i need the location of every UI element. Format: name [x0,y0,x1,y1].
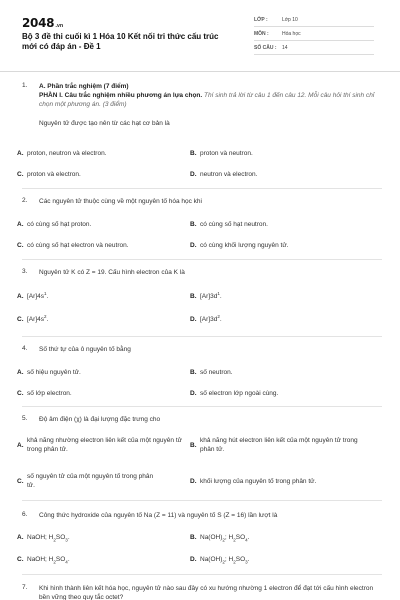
option-text: có cùng số hạt electron và neutron. [27,242,129,249]
option-text: khối lượng của nguyên tố trong phân tử. [200,478,317,485]
option-text: $[Ar]3d^1$. [200,290,222,300]
option-text: khả năng hút electron liên kết của một nguyên tử trong phân tử. [200,437,358,453]
option-text: có cùng khối lượng nguyên tử. [200,242,289,249]
info-value: Hóa học [282,31,301,37]
question-number: 1. [22,82,28,89]
option-text: $[Ar]4s^1$. [27,290,49,300]
option-text: $[Ar]3d^2$. [200,313,222,323]
option-text: neutron và electron. [200,171,258,178]
document-title: Bộ 3 đề thi cuối kì 1 Hóa 10 Kết nối tri thức cấu trúc mới có đáp án - Đề 1 [22,32,219,51]
question-divider [22,188,382,189]
info-value: 14 [282,45,288,51]
option-text: proton và neutron. [200,150,253,157]
question-number: 6. [22,511,28,518]
option-text: proton và electron. [27,171,81,178]
question-text: Nguyên tử K có Z = 19. Cấu hình electron của K là [39,269,185,276]
option-text: $[Ar]4s^2$. [27,313,49,323]
question-number: 4. [22,345,28,352]
part-instructions: Thí sinh trả lời từ câu 1 đến câu 12. Mỗi câu hỏi thí sinh chỉ chọn một phương án. (3 điểm) [39,92,375,108]
option-text: số neutron. [200,369,233,376]
question-number: 5. [22,415,28,422]
question-divider [22,336,382,337]
document-header [0,0,400,72]
option-text: NaOH; $H_2SO_3$. [27,534,70,543]
question-text: Các nguyên tử thuộc cùng về một nguyên tố hóa học khi [39,198,202,205]
question-text: Độ âm điện (χ) là đại lượng đặc trưng cho [39,416,161,423]
question-divider [22,259,382,260]
question-text: Khi hình thành liên kết hóa học, nguyên tử nào sau đây có xu hướng nhường 1 electron để đạt tới cấu hình electron bền vững theo quy tắc octet? [39,585,374,600]
info-key: MÔN : [254,31,269,37]
option-text: khả năng nhường electron liên kết của một nguyên tử trong phân tử. [27,437,182,453]
site-logo[interactable] [22,16,63,30]
option-text: số hiệu nguyên tử. [27,369,81,376]
option-text: NaOH; $H_2SO_4$. [27,556,70,565]
question-divider [22,574,382,575]
question-number: 7. [22,584,28,591]
option-text: proton, neutron và electron. [27,150,107,157]
option-text: số nguyên tử của một nguyên tố trong phân tử. [27,473,154,489]
logo-main: 2048 [22,16,55,30]
question-text: Nguyên tử được tạo nên từ các hạt cơ bản là [39,120,170,127]
question-body [39,82,379,128]
question-divider [22,500,382,501]
section-title: A. Phần trắc nghiệm (7 điểm) [39,83,129,90]
logo-suffix: .vn [55,23,64,29]
question-text: Công thức hydroxide của nguyên tố Na (Z = 11) và nguyên tố S (Z = 16) lần lượt là [39,512,278,519]
info-divider [254,26,374,27]
part-title: PHẦN I. Câu trắc nghiệm nhiều phương án lựa chọn. [39,92,203,99]
question-text: Số thứ tự của ô nguyên tố bằng [39,346,131,353]
question-divider [22,406,382,407]
question-number: 2. [22,197,28,204]
question-number: 3. [22,268,28,275]
info-divider [254,54,374,55]
option-text: có cùng số hạt proton. [27,221,92,228]
option-text: số lớp electron. [27,390,72,397]
info-divider [254,40,374,41]
option-text: $Na(OH)_2$; $H_2SO_3$. [200,556,250,565]
info-key: LỚP : [254,17,268,23]
info-key: SỐ CÂU : [254,45,277,51]
option-text: số electron lớp ngoài cùng. [200,390,279,397]
option-text: có cùng số hạt neutron. [200,221,268,228]
option-text: $Na(OH)_2$; $H_2SO_4$. [200,534,250,543]
info-value: Lớp 10 [282,17,298,23]
